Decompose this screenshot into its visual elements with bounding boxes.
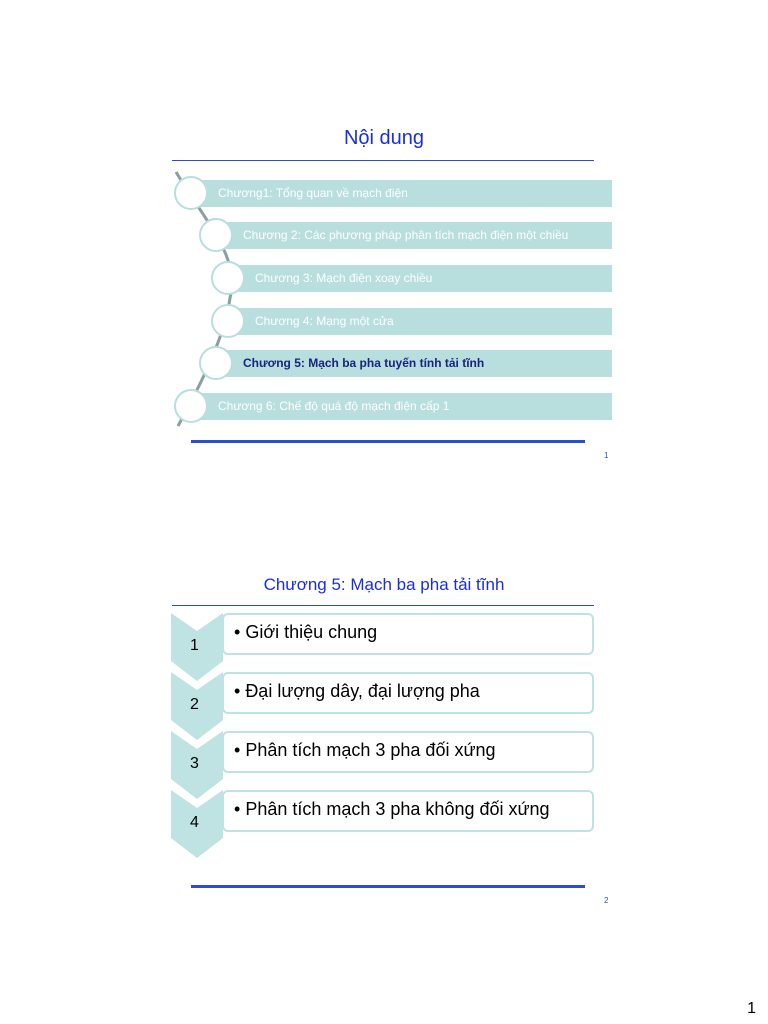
slide-2-page-number: 2	[604, 896, 609, 905]
chapter-bullet-circle	[211, 261, 245, 295]
bullet-icon: •	[234, 799, 246, 819]
slide-1-title: Nội dung	[343, 127, 425, 149]
chapter-bullet-circle	[211, 304, 245, 338]
chapter-label: Chương 4: Mạng một cửa	[255, 314, 394, 328]
chapter-label: Chương 6: Chế độ quá độ mạch điện cấp 1	[218, 399, 450, 413]
slide-1-bottom-rule	[191, 440, 585, 443]
topic-label: Phân tích mạch 3 pha đối xứng	[245, 740, 496, 760]
chapter-bullet-circle	[199, 218, 233, 252]
topic-number: 2	[190, 696, 199, 713]
topic-text	[234, 740, 496, 761]
chapter-label: Chương 5: Mạch ba pha tuyến tính tải tĩnh	[243, 356, 485, 370]
slide-1-page-number: 1	[604, 451, 609, 460]
chapter-bullet-circle	[174, 176, 208, 210]
chapter-bullet-circle	[174, 389, 208, 423]
bullet-icon: •	[234, 681, 246, 701]
topic-label: Giới thiệu chung	[245, 622, 378, 642]
topic-text	[234, 799, 550, 820]
connector-curve	[170, 168, 240, 430]
bullet-icon: •	[234, 740, 246, 760]
topic-number: 1	[190, 637, 199, 654]
bullet-icon: •	[234, 622, 246, 642]
topic-number: 4	[190, 814, 199, 831]
document-page-number: 1	[747, 1000, 756, 1017]
topic-box	[222, 731, 594, 773]
topic-label: Phân tích mạch 3 pha không đối xứng	[245, 799, 550, 819]
topic-box	[222, 672, 594, 714]
slide-2-bottom-rule	[191, 885, 585, 888]
topic-text	[234, 681, 480, 702]
slide-2-title-rule	[172, 605, 594, 606]
chapter-label: Chương 3: Mạch điện xoay chiều	[255, 271, 433, 285]
topic-box	[222, 790, 594, 832]
topic-box	[222, 613, 594, 655]
chapter-label: Chương 2: Các phương pháp phân tích mạch điện một chiều	[243, 228, 569, 242]
chapter-bullet-circle	[199, 346, 233, 380]
chapter-label: Chương1: Tổng quan về mạch điện	[218, 186, 408, 200]
topic-number: 3	[190, 755, 199, 772]
slide-1-title-rule	[172, 160, 594, 161]
topic-label: Đại lượng dây, đại lượng pha	[245, 681, 480, 701]
slide-2-title: Chương 5: Mạch ba pha tải tĩnh	[263, 575, 505, 594]
topic-text	[234, 622, 377, 643]
